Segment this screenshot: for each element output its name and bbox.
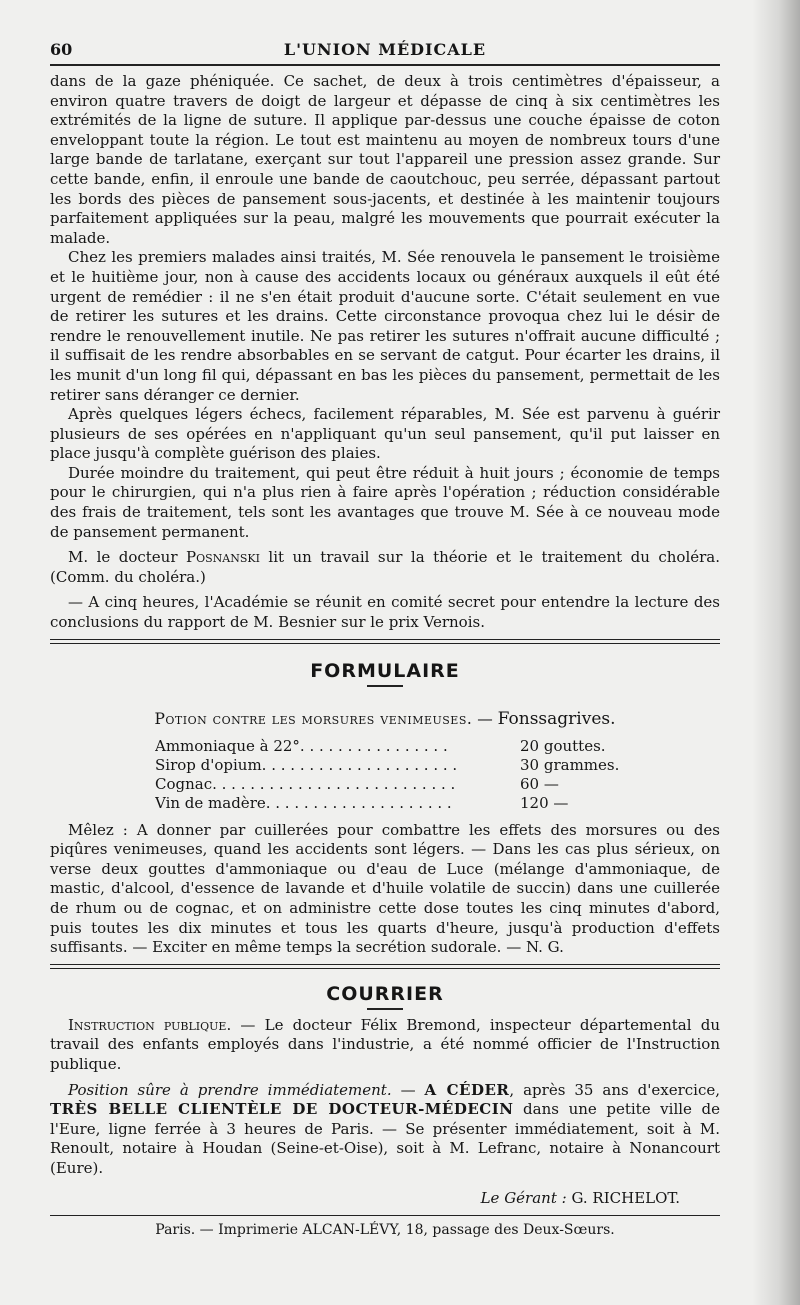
- ingredient-quantity: 120 —: [520, 793, 569, 812]
- section-divider: [50, 639, 720, 644]
- position-text: dans une petite ville de l'Eure, ligne ferrée à 3 heures de Paris. — Se présenter immédiatement, soit à M. Renoult, notaire à Houdan (Seine-et-Oise), soit à M. Lefranc, notaire à Nonancourt (Eure).: [50, 1100, 721, 1177]
- header-rule: [50, 64, 720, 66]
- recipe-separator: —: [472, 709, 498, 728]
- section-divider: [50, 964, 720, 969]
- courrier-label: Instruction publique.: [68, 1015, 232, 1034]
- gerant-signature: [50, 1189, 680, 1207]
- gerant-label: Le Gérant :: [480, 1188, 572, 1207]
- courrier-heading: COURRIER: [326, 982, 444, 1005]
- ingredient-row: [155, 737, 720, 756]
- ingredient-row: [155, 756, 720, 775]
- printer-imprint: Paris. — Imprimerie ALCAN-LÉVY, 18, passage des Deux-Sœurs.: [155, 1221, 615, 1238]
- position-mid: , après 35 ans d'exercice,: [509, 1080, 721, 1099]
- journal-title: L'UNION MÉDICALE: [283, 40, 487, 59]
- position-dash: —: [391, 1080, 425, 1099]
- recipe-author: Fonssagrives.: [497, 708, 616, 729]
- ingredient-quantity: 20 gouttes.: [520, 736, 606, 755]
- ingredient-row: [155, 794, 720, 813]
- recipe-instructions: Mêlez : A donner par cuillerées pour combattre les effets des morsures ou des piqûres venimeuses, quand les accidents sont légers. — Dans les cas plus sérieux, on verse deux gouttes d'ammoniaque ou d'eau de Luce (mélange d'ammoniaque, de mastic, d'alcool, d'essence de lavande et d'huile volatile de succin) dans une cuillerée de rhum ou de cognac, et on administre cette dose toutes les cinq minutes d'abord, puis toutes les dix minutes et tous les quarts d'heure, jusqu'à production d'effets suffisants. — Exciter en même temps la secrétion sudorale. — N. G.: [50, 820, 720, 957]
- courrier-text: — Le docteur Félix Bremond, inspecteur départemental du travail des enfants employés dans l'industrie, a été nommé officier de l'Instruction publique.: [50, 1015, 720, 1073]
- ingredient-name: Vin de madère. . . . . . . . . . . . . . . . . . . .: [155, 793, 452, 812]
- ingredient-row: [155, 775, 720, 794]
- posnanski-paragraph: [50, 548, 720, 587]
- ingredient-list: [155, 737, 720, 813]
- posnanski-name: Posnanski: [185, 548, 260, 567]
- courrier-item: [50, 1016, 720, 1075]
- position-offer: A CÉDER: [424, 1080, 510, 1099]
- heading-underline: [367, 685, 403, 687]
- posnanski-prefix: M. le docteur: [68, 548, 186, 567]
- formulaire-heading: FORMULAIRE: [310, 659, 460, 682]
- footer-rule: [50, 1215, 720, 1216]
- ingredient-name: Cognac. . . . . . . . . . . . . . . . . . . . . . . . . .: [155, 774, 456, 793]
- courrier-item: [50, 1081, 720, 1179]
- ingredient-name: Sirop d'opium. . . . . . . . . . . . . . . . . . . . .: [155, 755, 458, 774]
- page-edge-shadow: [752, 0, 800, 1305]
- position-clientele: TRÈS BELLE CLIENTÈLE DE DOCTEUR-MÉDECIN: [50, 1100, 514, 1119]
- position-label: Position sûre à prendre immédiatement.: [68, 1080, 392, 1099]
- running-head: [50, 40, 720, 64]
- posnanski-text: lit un travail sur la théorie et le traitement du choléra. (Comm. du choléra.): [50, 548, 721, 586]
- ingredient-name: Ammoniaque à 22°. . . . . . . . . . . . . . . .: [155, 736, 448, 755]
- body-paragraph: Après quelques légers échecs, facilement réparables, M. Sée est parvenu à guérir plusieurs de ses opérées en n'appliquant qu'un seul pansement, qu'il put laisser en place jusqu'à complète guérison des plaies.: [50, 405, 720, 463]
- ingredient-quantity: 60 —: [520, 774, 559, 793]
- gerant-name: G. RICHELOT.: [571, 1188, 680, 1207]
- body-paragraph: Durée moindre du traitement, qui peut être réduit à huit jours ; économie de temps pour le chirurgien, qui n'a plus rien à faire après l'opération ; réduction considérable des frais de traitement, tels sont les avantages que trouve M. Sée à ce nouveau mode de pansement permanent.: [50, 463, 720, 541]
- closing-note: — A cinq heures, l'Académie se réunit en comité secret pour entendre la lecture des conclusions du rapport de M. Besnier sur le prix Vernois.: [50, 593, 720, 632]
- recipe-title: [50, 709, 720, 729]
- body-paragraph: dans de la gaze phéniquée. Ce sachet, de deux à trois centimètres d'épaisseur, a environ quatre travers de doigt de largeur et dépasse de cinq à six centimètres les extrémités de la ligne de suture. Il applique par-dessus une couche épaisse de coton enveloppant toute la région. Le tout est maintenu au moyen de nombreux tours d'une large bande de tarlatane, exerçant sur tout l'appareil une pression assez grande. Sur cette bande, enfin, il enroule une bande de caoutchouc, peu serrée, dépassant partout les bords des pièces de pansement sous-jacents, et destinée à les maintenir toujours parfaitement appliquées sur la peau, malgré les mouvements que pourrait exécuter la malade.: [50, 72, 720, 247]
- recipe-name: Potion contre les morsures venimeuses.: [154, 709, 473, 728]
- page-number: 60: [50, 40, 73, 59]
- body-paragraph: Chez les premiers malades ainsi traités, M. Sée renouvela le pansement le troisième et le huitième jour, non à cause des accidents locaux ou généraux auxquels il eût été urgent de remédier : il ne s'en était produit d'aucune sorte. C'était seulement en vue de retirer les sutures et les drains. Cette circonstance provoqua chez lui le désir de rendre le renouvellement inutile. Ne pas retirer les sutures n'offrait aucune difficulté ; il suffisait de les rendre absorbables en se servant de catgut. Pour écarter les drains, il les munit d'un long fil qui, dépassant en bas les pièces du pansement, permettait de les retirer sans déranger ce dernier.: [50, 248, 720, 404]
- ingredient-quantity: 30 grammes.: [520, 755, 620, 774]
